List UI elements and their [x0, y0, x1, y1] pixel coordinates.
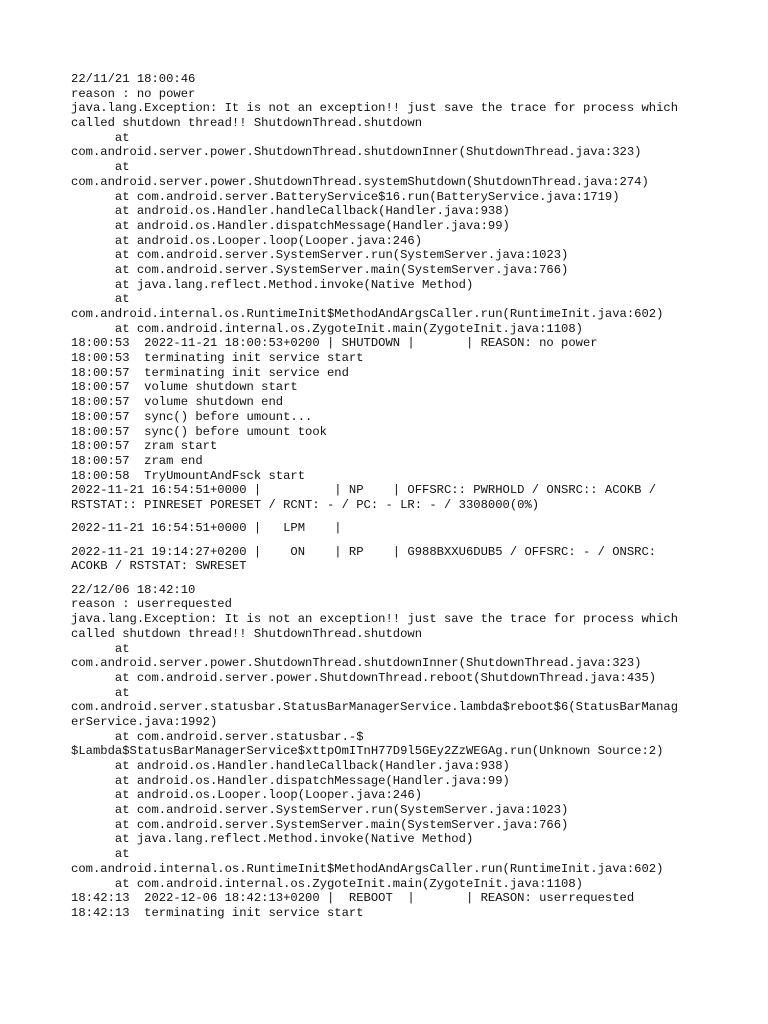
- log-line: at com.android.server.SystemServer.main(SystemServer.java:766): [71, 817, 569, 832]
- log-line: at com.android.internal.os.ZygoteInit.main(ZygoteInit.java:1108): [71, 321, 583, 336]
- blank-line: [71, 574, 711, 583]
- log-line: at: [71, 130, 130, 145]
- log-line: 18:00:53 terminating init service start: [71, 351, 364, 366]
- log-line: at com.android.server.SystemServer.main(SystemServer.java:766): [71, 262, 569, 277]
- log-line: reason : no power: [71, 86, 196, 101]
- log-line: 18:00:57 volume shutdown start: [71, 380, 298, 395]
- log-line: com.android.server.power.ShutdownThread.systemShutdown(ShutdownThread.java:274): [71, 174, 649, 189]
- log-line: 18:00:57 volume shutdown end: [71, 395, 284, 410]
- log-line: at android.os.Looper.loop(Looper.java:246): [71, 233, 423, 248]
- log-line: com.android.server.power.ShutdownThread.shutdownInner(ShutdownThread.java:323): [71, 145, 642, 160]
- log-line: at android.os.Handler.handleCallback(Handler.java:938): [71, 204, 510, 219]
- log-line: $Lambda$StatusBarManagerService$xttpOmITnH77D9l5GEy2ZzWEGAg.run(Unknown Source:2): [71, 744, 664, 759]
- log-line: 2022-11-21 16:54:51+0000 | LPM |: [71, 521, 342, 536]
- log-line: at com.android.server.SystemServer.run(SystemServer.java:1023): [71, 803, 569, 818]
- log-line: com.android.server.statusbar.StatusBarManagerService.lambda$reboot$6(StatusBarManag: [71, 700, 679, 715]
- log-text-body: [71, 72, 711, 921]
- log-line: at com.android.server.BatteryService$16.run(BatteryService.java:1719): [71, 189, 620, 204]
- log-line: reason : userrequested: [71, 597, 232, 612]
- blank-line: [71, 513, 711, 522]
- log-line: called shutdown thread!! ShutdownThread.shutdown: [71, 626, 423, 641]
- log-line: called shutdown thread!! ShutdownThread.shutdown: [71, 116, 423, 131]
- log-line: 18:00:57 sync() before umount...: [71, 409, 313, 424]
- log-line: 18:00:57 zram start: [71, 439, 218, 454]
- log-line: RSTSTAT:: PINRESET PORESET / RCNT: - / PC: - LR: - / 3308000(0%): [71, 497, 540, 512]
- log-line: 22/12/06 18:42:10: [71, 582, 196, 597]
- log-line: com.android.internal.os.RuntimeInit$MethodAndArgsCaller.run(RuntimeInit.java:602): [71, 861, 664, 876]
- log-line: 18:00:57 zram end: [71, 453, 203, 468]
- log-line: erService.java:1992): [71, 714, 218, 729]
- log-line: 18:00:53 2022-11-21 18:00:53+0200 | SHUTDOWN | | REASON: no power: [71, 336, 598, 351]
- log-line: at com.android.server.power.ShutdownThread.reboot(ShutdownThread.java:435): [71, 670, 657, 685]
- log-line: at android.os.Handler.handleCallback(Handler.java:938): [71, 759, 510, 773]
- log-line: at com.android.server.statusbar.-$: [71, 729, 364, 744]
- log-line: at: [71, 160, 130, 175]
- log-line: 18:00:57 sync() before umount took: [71, 424, 327, 439]
- log-line: 2022-11-21 19:14:27+0200 | ON | RP | G988BXXU6DUB5 / OFFSRC: - / ONSRC:: [71, 544, 657, 559]
- log-line: 2022-11-21 16:54:51+0000 | | NP | OFFSRC:: PWRHOLD / ONSRC:: ACOKB /: [71, 483, 657, 498]
- log-line: at android.os.Handler.dispatchMessage(Handler.java:99): [71, 218, 510, 233]
- log-line: at: [71, 292, 130, 307]
- log-line: at: [71, 847, 130, 862]
- log-line: at java.lang.reflect.Method.invoke(Native Method): [71, 832, 474, 847]
- log-line: at android.os.Handler.dispatchMessage(Handler.java:99): [71, 773, 510, 788]
- log-line: 18:42:13 2022-12-06 18:42:13+0200 | REBOOT | | REASON: userrequested: [71, 891, 635, 906]
- log-line: at: [71, 641, 130, 656]
- log-line: at java.lang.reflect.Method.invoke(Native Method): [71, 277, 474, 292]
- log-line: java.lang.Exception: It is not an exception!! just save the trace for process which: [71, 612, 679, 627]
- log-line: 22/11/21 18:00:46: [71, 72, 196, 86]
- log-line: ACOKB / RSTSTAT: SWRESET: [71, 559, 247, 574]
- log-line: at com.android.server.SystemServer.run(SystemServer.java:1023): [71, 248, 569, 263]
- log-line: java.lang.Exception: It is not an exception!! just save the trace for process which: [71, 101, 679, 116]
- log-line: at android.os.Looper.loop(Looper.java:246): [71, 788, 423, 803]
- log-line: 18:00:58 TryUmountAndFsck start: [71, 468, 306, 483]
- blank-line: [71, 536, 711, 545]
- log-line: 18:00:57 terminating init service end: [71, 365, 349, 380]
- log-line: 18:42:13 terminating init service start: [71, 905, 364, 920]
- log-line: at com.android.internal.os.ZygoteInit.main(ZygoteInit.java:1108): [71, 876, 583, 891]
- log-line: at: [71, 685, 130, 700]
- log-line: com.android.server.power.ShutdownThread.shutdownInner(ShutdownThread.java:323): [71, 656, 642, 671]
- log-line: com.android.internal.os.RuntimeInit$MethodAndArgsCaller.run(RuntimeInit.java:602): [71, 307, 664, 321]
